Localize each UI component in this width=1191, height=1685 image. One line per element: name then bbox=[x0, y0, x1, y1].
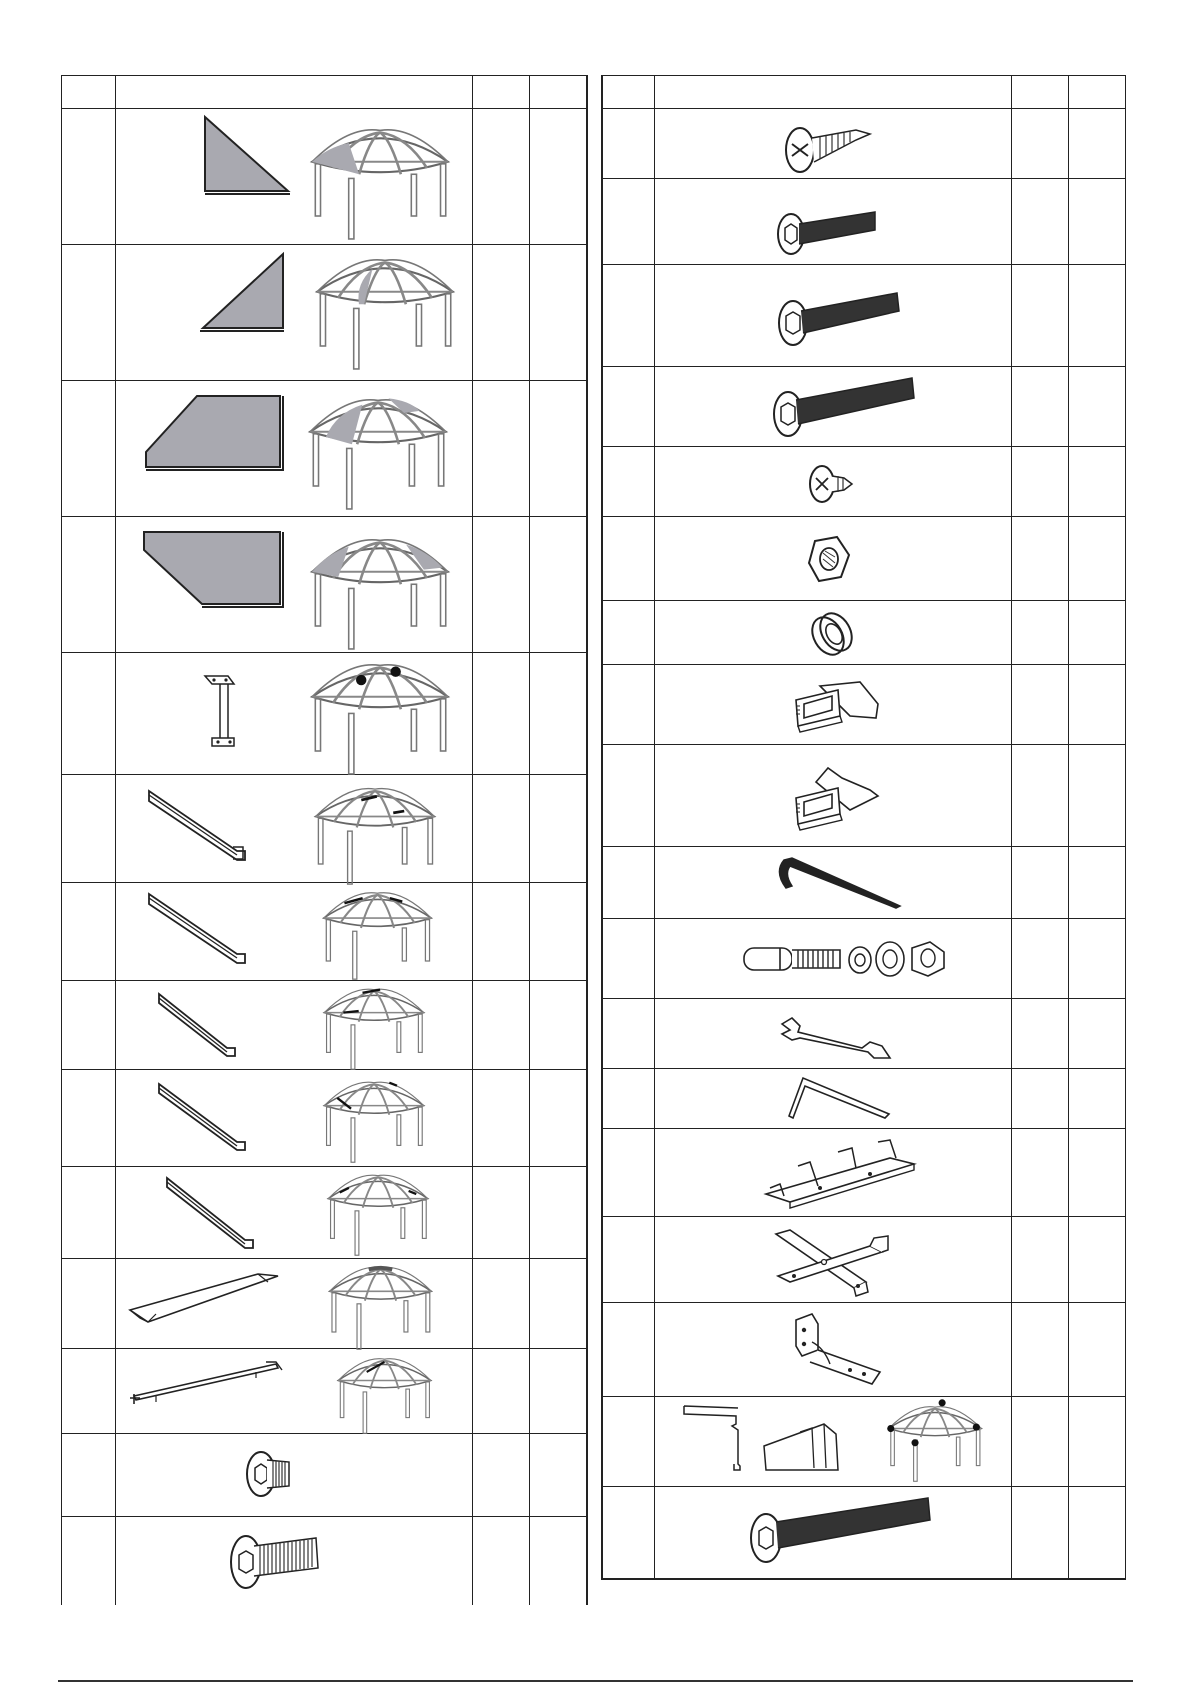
gazebo-roof-icon bbox=[322, 1168, 434, 1256]
extra-long-bolt-icon bbox=[748, 1494, 938, 1566]
gazebo-roof-icon bbox=[315, 885, 440, 980]
gazebo-roof-icon bbox=[305, 120, 455, 240]
wrench-icon bbox=[778, 1012, 893, 1064]
page-bottom-rule bbox=[58, 1680, 1133, 1682]
short-hex-bolt-icon bbox=[245, 1448, 305, 1500]
hex-bolt-medium-icon bbox=[775, 287, 905, 351]
anchor-bolt-set-icon bbox=[740, 936, 960, 980]
connector-plate-icon bbox=[760, 1138, 920, 1210]
trapezoid-panel-icon bbox=[140, 528, 290, 610]
gazebo-roof-icon bbox=[305, 530, 455, 650]
short-channel-icon bbox=[163, 1172, 263, 1256]
gazebo-roof-icon bbox=[318, 982, 430, 1070]
z-bracket-icon bbox=[200, 670, 245, 752]
gazebo-roof-icon bbox=[318, 1075, 430, 1163]
triangle-panel-left-icon bbox=[200, 115, 295, 197]
gazebo-roof-icon bbox=[885, 1400, 985, 1482]
trough-icon bbox=[126, 1270, 286, 1330]
gazebo-roof-icon bbox=[303, 390, 453, 510]
gazebo-roof-icon bbox=[323, 1260, 438, 1350]
hex-nut-icon bbox=[805, 533, 855, 585]
left-parts-table bbox=[0, 0, 1191, 33]
gazebo-roof-icon bbox=[305, 655, 455, 775]
trapezoid-panel-icon bbox=[142, 392, 287, 472]
gazebo-roof-icon bbox=[305, 780, 445, 885]
short-screw-icon bbox=[806, 458, 856, 508]
phillips-screw-icon bbox=[782, 120, 872, 176]
cross-bracket-icon bbox=[770, 1224, 900, 1300]
short-channel-icon bbox=[155, 1078, 255, 1158]
cap-connector-angled-icon bbox=[790, 760, 890, 832]
long-channel-icon bbox=[145, 888, 255, 968]
left-table-header bbox=[0, 0, 525, 33]
gazebo-roof-icon bbox=[332, 1352, 437, 1434]
cap-connector-icon bbox=[790, 676, 890, 736]
long-channel-icon bbox=[145, 785, 255, 865]
grommet-icon bbox=[804, 608, 860, 660]
corner-bracket-icon bbox=[790, 1312, 890, 1392]
right-parts-table bbox=[0, 33, 1191, 66]
allen-key-icon bbox=[785, 1074, 895, 1122]
hex-bolt-icon bbox=[228, 1530, 323, 1592]
hex-bolt-short-icon bbox=[775, 204, 880, 258]
gazebo-roof-icon bbox=[310, 250, 460, 370]
long-rail-icon bbox=[126, 1356, 286, 1406]
hex-bolt-long-icon bbox=[770, 374, 920, 440]
short-channel-icon bbox=[155, 988, 245, 1063]
right-table-header bbox=[0, 33, 525, 66]
ground-stake-icon bbox=[772, 852, 912, 912]
triangle-panel-right-icon bbox=[198, 252, 288, 334]
hook-and-cover-icon bbox=[680, 1404, 880, 1474]
